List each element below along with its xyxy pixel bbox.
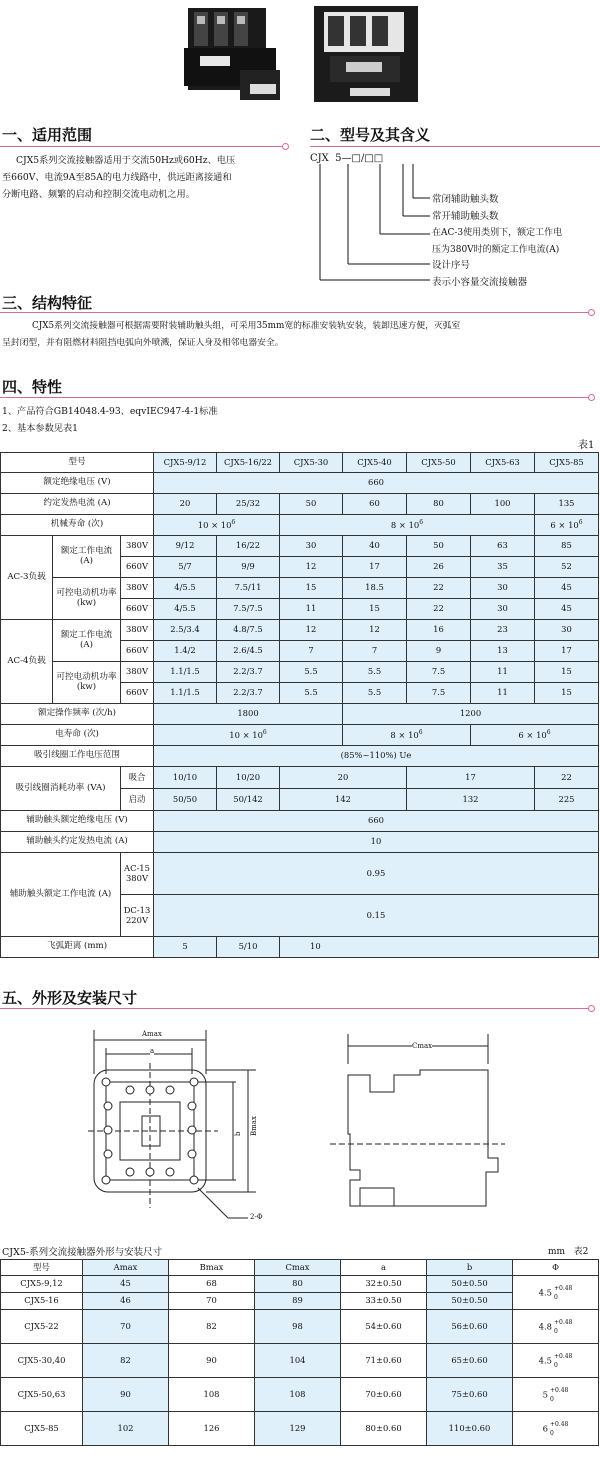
legend-ac3: 在AC-3使用类别下，额定工作电: [432, 228, 563, 238]
cell: 129: [255, 1412, 341, 1446]
cell: 15: [535, 662, 599, 683]
row-insulation-label: 额定绝缘电压 (V): [1, 473, 154, 494]
hold-label: 启动: [121, 789, 154, 811]
cell: 70: [83, 1310, 169, 1344]
section-3-body: [2, 318, 460, 352]
cell: 23: [471, 620, 535, 641]
cell: 13: [471, 641, 535, 662]
cell: 20: [280, 767, 407, 789]
section-4-title: 四、特性: [2, 378, 63, 396]
cell: 11: [280, 599, 343, 620]
phi-tol: +0.48: [549, 1386, 569, 1394]
phi-cell: [513, 1344, 599, 1378]
cell: 17: [407, 767, 535, 789]
cell: 35: [471, 557, 535, 578]
phi-tol: +0.48: [553, 1352, 573, 1360]
cell: 9/12: [154, 536, 217, 557]
auxcur-ac-value: 0.95: [154, 853, 599, 895]
cell: 18.5: [343, 578, 407, 599]
freq-v1: 1800: [154, 704, 343, 725]
phi-value: 4.5: [538, 1355, 552, 1365]
cell: 15: [280, 578, 343, 599]
dim-a: a: [150, 1047, 155, 1055]
cell: 15: [343, 599, 407, 620]
phi-zero: 0: [549, 1395, 554, 1403]
cell: 2.2/3.7: [217, 683, 280, 704]
table-row: CJX5-9,12: [1, 1276, 83, 1293]
phi-tol: +0.48: [549, 1420, 569, 1428]
row-freq-label: 额定操作频率 (次/h): [1, 704, 154, 725]
cell: 5: [154, 937, 217, 958]
row-auxcur-label: 辅助触头额定工作电流 (A): [1, 853, 121, 937]
cell: 45: [83, 1276, 169, 1293]
cell: 1.1/1.5: [154, 662, 217, 683]
phi-zero: 0: [549, 1429, 554, 1437]
cell: 45: [535, 578, 599, 599]
voltage: 380V: [121, 620, 154, 641]
elec-v3-exp: 6: [546, 728, 551, 736]
table2-caption: CJX5-系列交流接触器外形与安装尺寸: [2, 1247, 163, 1258]
cell: 22: [535, 767, 599, 789]
voltage: 380V: [121, 662, 154, 683]
cell: 7.5/11: [217, 578, 280, 599]
voltage: 660V: [121, 683, 154, 704]
phi-zero: 0: [553, 1293, 558, 1301]
cell: 70: [169, 1293, 255, 1310]
cell: 32±0.50: [341, 1276, 427, 1293]
mech-v3-exp: 6: [578, 518, 583, 526]
cell: 11: [471, 683, 535, 704]
cell: 2.2/3.7: [217, 662, 280, 683]
th-a: a: [341, 1260, 427, 1276]
elec-v1-text: 10 × 10: [229, 729, 263, 740]
table-row: CJX5-50,63: [1, 1378, 83, 1412]
ac3-label: AC-3负载: [1, 536, 53, 620]
cell: 90: [169, 1344, 255, 1378]
cell: 2.5/3.4: [154, 620, 217, 641]
cell: 132: [407, 789, 535, 811]
cell: 104: [255, 1344, 341, 1378]
row-coilpower-label: 吸引线圈消耗功率 (VA): [1, 767, 121, 811]
phi-value: 4.5: [538, 1287, 552, 1297]
th-b: b: [427, 1260, 513, 1276]
cell: 7: [343, 641, 407, 662]
product-photo-2: [310, 0, 425, 108]
phi-value: 4.8: [538, 1321, 552, 1331]
phi-cell: [513, 1310, 599, 1344]
model-legend: [432, 192, 562, 291]
ac4-g1: 额定工作电流 (A): [53, 620, 121, 662]
table1-label: 表1: [578, 440, 595, 451]
cell: 9: [407, 641, 471, 662]
legend-ac3-2: 压为380V时的额定工作电流(A): [432, 244, 560, 255]
cell: 25/32: [217, 494, 280, 515]
dim-hole: 2-Φ: [250, 1213, 263, 1221]
cell: 98: [255, 1310, 341, 1344]
voltage: 380V: [121, 578, 154, 599]
phi-cell: [513, 1276, 599, 1310]
mech-v2-text: 8 × 10: [390, 519, 420, 530]
cell: 60: [343, 494, 407, 515]
cell: 10/10: [154, 767, 217, 789]
cell: 26: [407, 557, 471, 578]
cell: 1.1/1.5: [154, 683, 217, 704]
th-phi: Φ: [513, 1260, 599, 1276]
cell: 71±0.60: [341, 1344, 427, 1378]
cell: 20: [154, 494, 217, 515]
cell: 4/5.5: [154, 599, 217, 620]
cell: 30: [471, 578, 535, 599]
cell: 16/22: [217, 536, 280, 557]
cell: 50: [407, 536, 471, 557]
cell: 80: [255, 1276, 341, 1293]
cell: 82: [169, 1310, 255, 1344]
cell: 100: [471, 494, 535, 515]
legend-small: 表示小容量交流接触器: [432, 276, 528, 288]
cell: 54±0.60: [341, 1310, 427, 1344]
elec-v2: [343, 725, 471, 746]
legend-design: 设计序号: [432, 260, 471, 271]
cell: 108: [169, 1378, 255, 1412]
cell: 5/10: [217, 937, 280, 958]
phi-zero: 0: [553, 1361, 558, 1369]
mech-v2: [280, 515, 535, 536]
phi-value: 5: [542, 1389, 548, 1399]
coilrange-value: (85%~110%) Ue: [154, 746, 599, 767]
cell: 56±0.60: [427, 1310, 513, 1344]
cell: 102: [83, 1412, 169, 1446]
th-model-1: CJX5-9/12: [154, 453, 217, 473]
s4-line-2: 2、基本参数见表1: [2, 423, 79, 434]
phi-tol: +0.48: [553, 1284, 573, 1292]
side-view-drawing: [330, 1030, 510, 1215]
cell: 80: [407, 494, 471, 515]
dim-bmax: Bmax: [250, 1116, 258, 1136]
s1-line-1: CJX5系列交流接触器适用于交流50Hz或60Hz、电压: [16, 155, 236, 166]
row-auxins-label: 辅助触头额定绝缘电压 (V): [1, 811, 154, 832]
cell: 1.4/2: [154, 641, 217, 662]
auxcur-dc-value: 0.15: [154, 895, 599, 937]
table-row: CJX5-85: [1, 1412, 83, 1446]
dim-b: b: [234, 1131, 242, 1136]
row-elec-label: 电寿命 (次): [1, 725, 154, 746]
section-1-body: [2, 152, 235, 203]
row-auxtherm-label: 辅助触头约定发热电流 (A): [1, 832, 154, 853]
cell: 82: [83, 1344, 169, 1378]
ac3-g1: 额定工作电流 (A): [53, 536, 121, 578]
voltage: 660V: [121, 557, 154, 578]
s4-line-1: 1、产品符合GB14048.4-93、eqvIEC947-4-1标准: [2, 406, 218, 417]
cell: 80±0.60: [341, 1412, 427, 1446]
cell: 4.8/7.5: [217, 620, 280, 641]
row-mech-label: 机械寿命 (次): [1, 515, 154, 536]
auxcur-ac: AC-15 380V: [121, 853, 154, 895]
cell: 5.5: [343, 662, 407, 683]
auxcur-dc: DC-13 220V: [121, 895, 154, 937]
elec-v2-exp: 6: [418, 728, 423, 736]
insulation-value: 660: [154, 473, 599, 494]
cell: 46: [83, 1293, 169, 1310]
section-3-title: 三、结构特征: [2, 294, 93, 312]
th-amax: Amax: [83, 1260, 169, 1276]
cell: 22: [407, 599, 471, 620]
cell: 135: [535, 494, 599, 515]
section-4-body: [2, 403, 218, 437]
freq-v2: 1200: [343, 704, 599, 725]
section-5-title: 五、外形及安装尺寸: [2, 989, 138, 1007]
model-code: CJX 5—□/□□: [310, 153, 384, 164]
elec-v1-exp: 6: [262, 728, 267, 736]
cell: 50/142: [217, 789, 280, 811]
cell: 63: [471, 536, 535, 557]
s3-line-1: CJX5系列交流接触器可根据需要附装辅助触头组，可采用35mm宽的标准安装轨安装，装卸迅速方便，灭弧室: [32, 321, 461, 331]
th-model: 型号: [1, 453, 154, 473]
table-row: CJX5-30,40: [1, 1344, 83, 1378]
th-model-4: CJX5-40: [343, 453, 407, 473]
phi-value: 6: [542, 1423, 548, 1433]
elec-v2-text: 8 × 10: [390, 729, 419, 740]
cell: 5.5: [280, 683, 343, 704]
cell: 7.5: [407, 683, 471, 704]
cell: 17: [343, 557, 407, 578]
auxtherm-value: 10: [154, 832, 599, 853]
cell: 22: [407, 578, 471, 599]
table-2: [0, 1259, 599, 1446]
elec-v3-text: 6 × 10: [518, 729, 547, 740]
cell: 7.5/7.5: [217, 599, 280, 620]
th-model-6: CJX5-63: [471, 453, 535, 473]
cell: 12: [280, 620, 343, 641]
cell: 110±0.60: [427, 1412, 513, 1446]
cell: 16: [407, 620, 471, 641]
cell: 7: [280, 641, 343, 662]
th-model-3: CJX5-30: [280, 453, 343, 473]
auxins-value: 660: [154, 811, 599, 832]
voltage: 660V: [121, 641, 154, 662]
cell: 9/9: [217, 557, 280, 578]
cell: 142: [280, 789, 407, 811]
cell: 33±0.50: [341, 1293, 427, 1310]
cell: 50/50: [154, 789, 217, 811]
cell: 30: [535, 620, 599, 641]
cell: 70±0.60: [341, 1378, 427, 1412]
s1-line-3: 分断电路、频繁的启动和控制交流电动机之用。: [2, 189, 195, 200]
cell: 89: [255, 1293, 341, 1310]
cell: 75±0.60: [427, 1378, 513, 1412]
ac4-g2: 可控电动机功率 (kw): [53, 662, 121, 704]
cell: 50±0.50: [427, 1276, 513, 1293]
cell: 126: [169, 1412, 255, 1446]
cell: 12: [343, 620, 407, 641]
mech-v1-text: 10 × 10: [197, 519, 232, 530]
table-row: CJX5-22: [1, 1310, 83, 1344]
voltage: 380V: [121, 536, 154, 557]
cell: 52: [535, 557, 599, 578]
cell: 30: [280, 536, 343, 557]
ac4-label: AC-4负载: [1, 620, 53, 704]
th-model: 型号: [1, 1260, 83, 1276]
row-coilrange-label: 吸引线圈工作电压范围: [1, 746, 154, 767]
cell: 2.6/4.5: [217, 641, 280, 662]
cell: 5.5: [343, 683, 407, 704]
cell: 108: [255, 1378, 341, 1412]
table-row: CJX5-16: [1, 1293, 83, 1310]
cell: 50±0.50: [427, 1293, 513, 1310]
th-cmax: Cmax: [255, 1260, 341, 1276]
section-2-title: 二、型号及其含义: [310, 126, 431, 144]
row-thermal-label: 约定发热电流 (A): [1, 494, 154, 515]
legend-no: 常开辅助触头数: [432, 210, 499, 222]
cell: 7.5: [407, 662, 471, 683]
th-model-7: CJX5-85: [535, 453, 599, 473]
model-code-lines: [310, 164, 440, 286]
cell: 15: [535, 683, 599, 704]
table2-unit: mm 表2: [548, 1247, 589, 1257]
cell: 45: [535, 599, 599, 620]
cell: 17: [535, 641, 599, 662]
th-model-5: CJX5-50: [407, 453, 471, 473]
cell: 12: [280, 557, 343, 578]
section-1-title: 一、适用范围: [2, 126, 93, 144]
elec-v3: [471, 725, 599, 746]
mech-v1: [154, 515, 280, 536]
cell: 10/20: [217, 767, 280, 789]
phi-tol: +0.48: [553, 1318, 573, 1326]
product-photo-1: [180, 0, 290, 108]
th-bmax: Bmax: [169, 1260, 255, 1276]
cell: 4/5.5: [154, 578, 217, 599]
legend-nc: 常闭辅助触头数: [432, 194, 499, 205]
elec-v1: [154, 725, 343, 746]
cell: 30: [471, 599, 535, 620]
s1-line-2: 至660V、电流9A至85A的电力线路中，供远距离接通和: [2, 172, 232, 183]
cell: 5.5: [280, 662, 343, 683]
cell: 40: [343, 536, 407, 557]
table-1: [0, 452, 599, 958]
dim-cmax: Cmax: [412, 1042, 433, 1050]
cell: 10: [280, 937, 599, 958]
pull-label: 吸合: [121, 767, 154, 789]
cell: 5/7: [154, 557, 217, 578]
cell: 50: [280, 494, 343, 515]
phi-cell: [513, 1378, 599, 1412]
phi-cell: [513, 1412, 599, 1446]
cell: 11: [471, 662, 535, 683]
th-model-2: CJX5-16/22: [217, 453, 280, 473]
ac3-g2: 可控电动机功率 (kw): [53, 578, 121, 620]
mech-v1-exp: 6: [231, 518, 236, 526]
cell: 225: [535, 789, 599, 811]
row-arc-label: 飞弧距离 (mm): [1, 937, 154, 958]
s3-line-2: 呈封闭型，并有阻燃材料阻挡电弧向外喷溅，保证人身及相邻电器安全。: [2, 338, 284, 348]
cell: 90: [83, 1378, 169, 1412]
cell: 68: [169, 1276, 255, 1293]
cell: 65±0.60: [427, 1344, 513, 1378]
mech-v3: [535, 515, 599, 536]
mech-v3-text: 6 × 10: [550, 519, 579, 530]
cell: 85: [535, 536, 599, 557]
phi-zero: 0: [553, 1327, 558, 1335]
voltage: 660V: [121, 599, 154, 620]
dim-amax: Amax: [142, 1030, 162, 1038]
mech-v2-exp: 6: [419, 518, 424, 526]
